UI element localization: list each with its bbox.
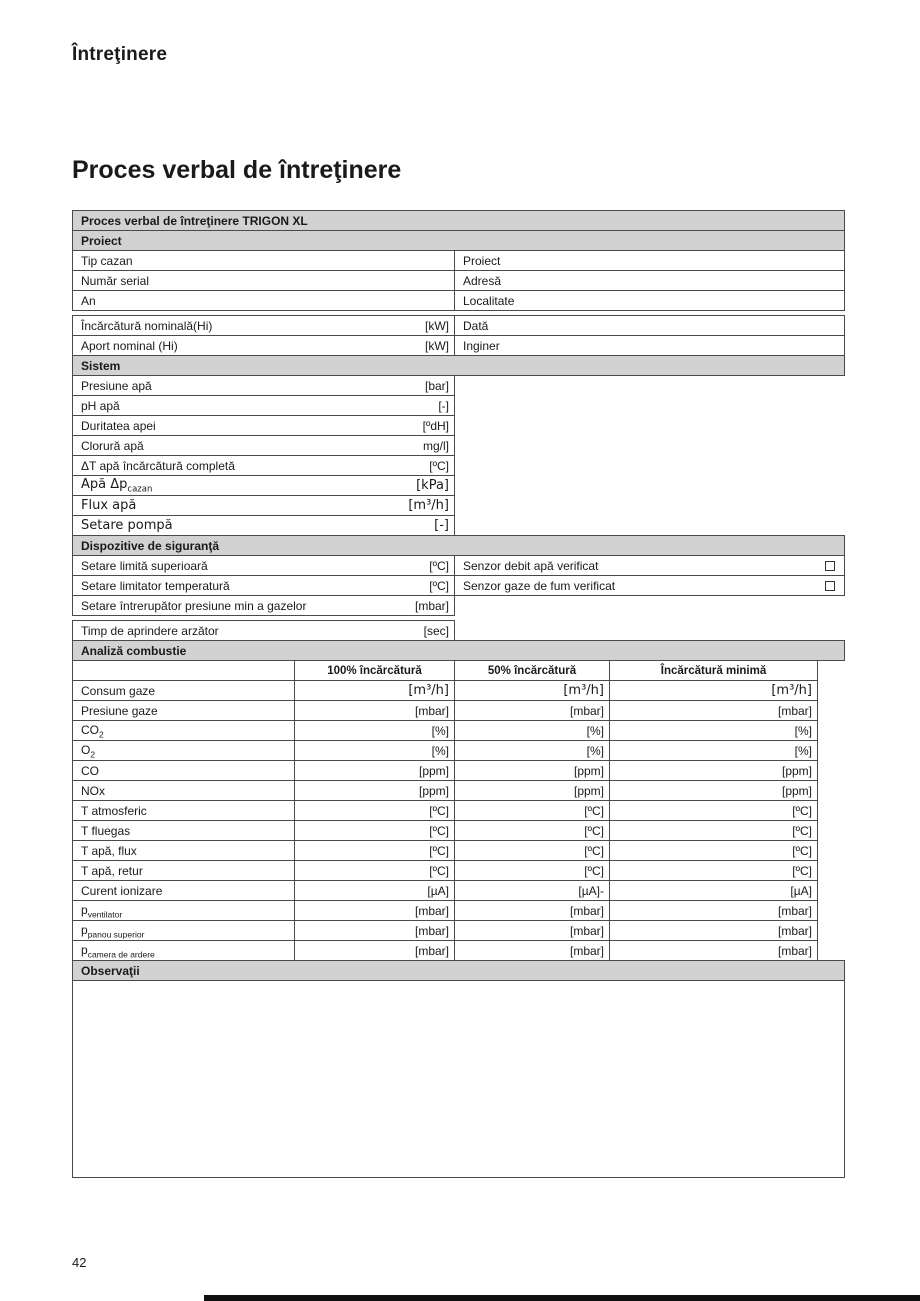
- unit-cell: [%]: [454, 720, 610, 741]
- unit-cell: [ºC]: [294, 840, 455, 861]
- form-field-cell: [454, 290, 845, 311]
- form-field-cell: [72, 415, 455, 436]
- row-label: Duritatea apei: [81, 418, 156, 433]
- unit-cell: [m³/h]: [609, 680, 818, 701]
- maintenance-form-table: [72, 210, 845, 1178]
- form-field-cell: [72, 395, 455, 416]
- analysis-row-label-cell: [72, 940, 295, 961]
- unit-cell: [%]: [454, 740, 610, 761]
- page-edge-bar: [204, 1295, 920, 1301]
- row-label: Clorură apă: [81, 438, 144, 453]
- form-field-cell: [72, 515, 455, 536]
- form-field-cell: [72, 620, 455, 641]
- unit-cell: [%]: [609, 740, 818, 761]
- unit-cell: [ºC]: [609, 800, 818, 821]
- unit-cell: [ºC]: [294, 800, 455, 821]
- unit-label: [kW]: [425, 318, 449, 333]
- form-field-cell: [72, 455, 455, 476]
- unit-cell: [mbar]: [294, 700, 455, 721]
- unit-cell: [ppm]: [454, 780, 610, 801]
- row-label: Adresă: [463, 273, 502, 288]
- row-label: T apă, retur: [81, 863, 143, 878]
- row-label: Aport nominal (Hi): [81, 338, 178, 353]
- page-title: Proces verbal de întreţinere: [72, 156, 402, 184]
- section-header-analiza: Analiză combustie: [72, 640, 845, 661]
- unit-label: [ºdH]: [422, 418, 449, 433]
- unit-cell: [mbar]: [454, 900, 610, 921]
- unit-cell: [ºC]: [454, 860, 610, 881]
- unit-cell: [ºC]: [454, 840, 610, 861]
- table-row: [72, 290, 845, 311]
- row-label: Apă $\Delta p_{cazan}$: [81, 476, 153, 495]
- observations-area: [72, 980, 845, 1178]
- table-row: [72, 515, 845, 536]
- table-row: [72, 880, 845, 901]
- row-label-subscript: cazan: [127, 484, 153, 495]
- table-row: [72, 415, 845, 436]
- unit-cell: [mbar]: [294, 900, 455, 921]
- analysis-row-label-cell: [72, 740, 295, 761]
- analysis-row-label-cell: [72, 700, 295, 721]
- table-row: [72, 840, 845, 861]
- table-row: [72, 575, 845, 596]
- section-sistem-rows: [72, 375, 845, 536]
- unit-cell: [mbar]: [454, 700, 610, 721]
- row-label: Timp de aprindere arzător: [81, 623, 219, 638]
- row-label-subscript: 2: [99, 728, 104, 739]
- unit-cell: [ppm]: [609, 760, 818, 781]
- table-row: [72, 315, 845, 336]
- section-header-proiect: Proiect: [72, 230, 845, 251]
- chapter-header: Întreţinere: [72, 44, 168, 65]
- form-field-cell: [72, 315, 455, 336]
- table-row: [72, 920, 845, 941]
- row-label: $p_{panou superior}$: [81, 922, 145, 939]
- table-row: [72, 335, 845, 356]
- column-header: Încărcătură minimă: [609, 660, 818, 681]
- table-row: [72, 455, 845, 476]
- row-label: NOx: [81, 783, 105, 798]
- form-field-cell: [72, 575, 455, 596]
- unit-cell: [ºC]: [454, 800, 610, 821]
- row-label: pH apă: [81, 398, 120, 413]
- form-field-cell: [454, 575, 845, 596]
- table-row: [72, 375, 845, 396]
- table-row: [72, 740, 845, 761]
- row-label: Încărcătură nominală(Hi): [81, 318, 213, 333]
- unit-cell: [µA]: [609, 880, 818, 901]
- table-row: [72, 720, 845, 741]
- table-row: [72, 475, 845, 496]
- page-number: 42: [72, 1255, 87, 1270]
- row-label: T apă, flux: [81, 843, 137, 858]
- row-label-subscript: ventilator: [87, 908, 123, 919]
- row-label: CO: [81, 763, 99, 778]
- table-row: [72, 620, 845, 641]
- row-label: An: [81, 293, 96, 308]
- table-row: [72, 700, 845, 721]
- unit-label: [kW]: [425, 338, 449, 353]
- unit-cell: [ppm]: [294, 780, 455, 801]
- form-field-cell: [454, 555, 845, 576]
- form-field-cell: [454, 250, 845, 271]
- table-row: [72, 800, 845, 821]
- form-field-cell: [454, 270, 845, 291]
- column-header: 50% încărcătură: [454, 660, 610, 681]
- unit-label: mg/l]: [422, 438, 449, 453]
- row-label: Număr serial: [81, 273, 150, 288]
- row-label: Inginer: [463, 338, 500, 353]
- row-label: Senzor debit apă verificat: [463, 558, 599, 573]
- form-field-cell: [454, 315, 845, 336]
- unit-label: [ºC]: [429, 458, 449, 473]
- checkbox-icon: [825, 561, 835, 571]
- section-proiect-rows: [72, 250, 845, 356]
- table-row: [72, 555, 845, 576]
- form-field-cell: [72, 495, 455, 516]
- unit-cell: [µA]: [294, 880, 455, 901]
- unit-cell: [m³/h]: [294, 680, 455, 701]
- unit-cell: [ºC]: [609, 820, 818, 841]
- section-header-sistem: Sistem: [72, 355, 845, 376]
- row-label-subscript: 2: [90, 748, 96, 759]
- form-field-cell: [72, 290, 455, 311]
- unit-cell: [mbar]: [294, 920, 455, 941]
- row-label: Dată: [463, 318, 489, 333]
- row-label: Curent ionizare: [81, 883, 163, 898]
- form-field-cell: [72, 475, 455, 496]
- analysis-row-label-cell: [72, 800, 295, 821]
- unit-label: [-]: [434, 518, 449, 533]
- row-label: Consum gaze: [81, 683, 156, 698]
- table-row: [72, 820, 845, 841]
- unit-label: [sec]: [423, 623, 449, 638]
- table-row: [72, 780, 845, 801]
- unit-label: [ºC]: [429, 558, 449, 573]
- analysis-row-label-cell: [72, 920, 295, 941]
- table-title: Proces verbal de întreţinere TRIGON XL: [72, 210, 845, 231]
- unit-cell: [ºC]: [294, 860, 455, 881]
- document-page: [72, 0, 845, 1178]
- analysis-row-label-cell: [72, 720, 295, 741]
- unit-cell: [µA]-: [454, 880, 610, 901]
- row-label: Presiune gaze: [81, 703, 158, 718]
- form-field-cell: [72, 250, 455, 271]
- unit-label: [kPa]: [416, 478, 449, 493]
- row-label: T atmosferic: [81, 803, 147, 818]
- table-row: [72, 435, 845, 456]
- section-header-observatii: Observaţii: [72, 960, 845, 981]
- form-field-cell: [454, 335, 845, 356]
- row-label: Flux apă: [81, 498, 137, 513]
- form-field-cell: [72, 375, 455, 396]
- form-field-cell: [72, 555, 455, 576]
- column-header: 100% încărcătură: [294, 660, 455, 681]
- unit-cell: [ºC]: [609, 860, 818, 881]
- row-label: T fluegas: [81, 823, 131, 838]
- table-row: [72, 680, 845, 701]
- unit-label: [m³/h]: [408, 498, 449, 513]
- unit-cell: [ppm]: [294, 760, 455, 781]
- analysis-row-label-cell: [72, 820, 295, 841]
- unit-label: [bar]: [424, 378, 449, 393]
- unit-cell: [mbar]: [294, 940, 455, 961]
- row-label: ΔT apă încărcătură completă: [81, 458, 235, 473]
- analysis-row-label-cell: [72, 880, 295, 901]
- row-label: $p_{ventilator}$: [81, 902, 123, 919]
- row-label: Setare întrerupător presiune min a gazelor: [81, 598, 307, 613]
- row-label: Setare limită superioară: [81, 558, 208, 573]
- unit-cell: [mbar]: [609, 920, 818, 941]
- analysis-row-label-cell: [72, 860, 295, 881]
- table-row: [72, 660, 845, 681]
- analysis-row-label-cell: [72, 780, 295, 801]
- form-field-cell: [72, 595, 455, 616]
- table-row: [72, 595, 845, 616]
- unit-cell: [ºC]: [294, 820, 455, 841]
- table-row: [72, 860, 845, 881]
- column-header-empty: [72, 660, 295, 681]
- form-field-cell: [72, 435, 455, 456]
- row-label: Presiune apă: [81, 378, 152, 393]
- table-row: [72, 250, 845, 271]
- section-analiza-rows: [72, 680, 845, 961]
- unit-cell: [mbar]: [454, 940, 610, 961]
- table-row: [72, 495, 845, 516]
- section-header-siguranta: Dispozitive de siguranţă: [72, 535, 845, 556]
- row-label: Proiect: [463, 253, 501, 268]
- checkbox-icon: [825, 581, 835, 591]
- table-row: [72, 395, 845, 416]
- form-field-cell: [72, 270, 455, 291]
- unit-label: [mbar]: [414, 598, 449, 613]
- row-label: Localitate: [463, 293, 515, 308]
- unit-cell: [mbar]: [609, 940, 818, 961]
- analysis-row-label-cell: [72, 680, 295, 701]
- unit-cell: [ºC]: [609, 840, 818, 861]
- unit-cell: [ºC]: [454, 820, 610, 841]
- analysis-column-headers: [72, 660, 845, 681]
- analysis-row-label-cell: [72, 840, 295, 861]
- row-label-subscript: camera de ardere: [87, 948, 155, 959]
- table-row: [72, 940, 845, 961]
- unit-cell: [%]: [294, 720, 455, 741]
- row-label-subscript: panou superior: [87, 928, 145, 939]
- unit-cell: [%]: [294, 740, 455, 761]
- analysis-row-label-cell: [72, 900, 295, 921]
- table-row: [72, 760, 845, 781]
- unit-cell: [mbar]: [609, 700, 818, 721]
- unit-label: [-]: [438, 398, 449, 413]
- analysis-row-label-cell: [72, 760, 295, 781]
- table-row: [72, 900, 845, 921]
- row-label: Senzor gaze de fum verificat: [463, 578, 616, 593]
- unit-cell: [m³/h]: [454, 680, 610, 701]
- unit-cell: [ppm]: [454, 760, 610, 781]
- unit-cell: [ppm]: [609, 780, 818, 801]
- row-label: Setare pompă: [81, 518, 173, 533]
- row-label: $p_{camera de ardere}$: [81, 942, 155, 959]
- row-label: $CO_2$: [81, 722, 104, 739]
- unit-cell: [mbar]: [454, 920, 610, 941]
- row-label: $O_2$: [81, 742, 96, 759]
- section-siguranta-rows: [72, 555, 845, 641]
- unit-cell: [mbar]: [609, 900, 818, 921]
- form-field-cell: [72, 335, 455, 356]
- row-label: Tip cazan: [81, 253, 133, 268]
- unit-cell: [%]: [609, 720, 818, 741]
- table-row: [72, 270, 845, 291]
- row-label: Setare limitator temperatură: [81, 578, 230, 593]
- unit-label: [ºC]: [429, 578, 449, 593]
